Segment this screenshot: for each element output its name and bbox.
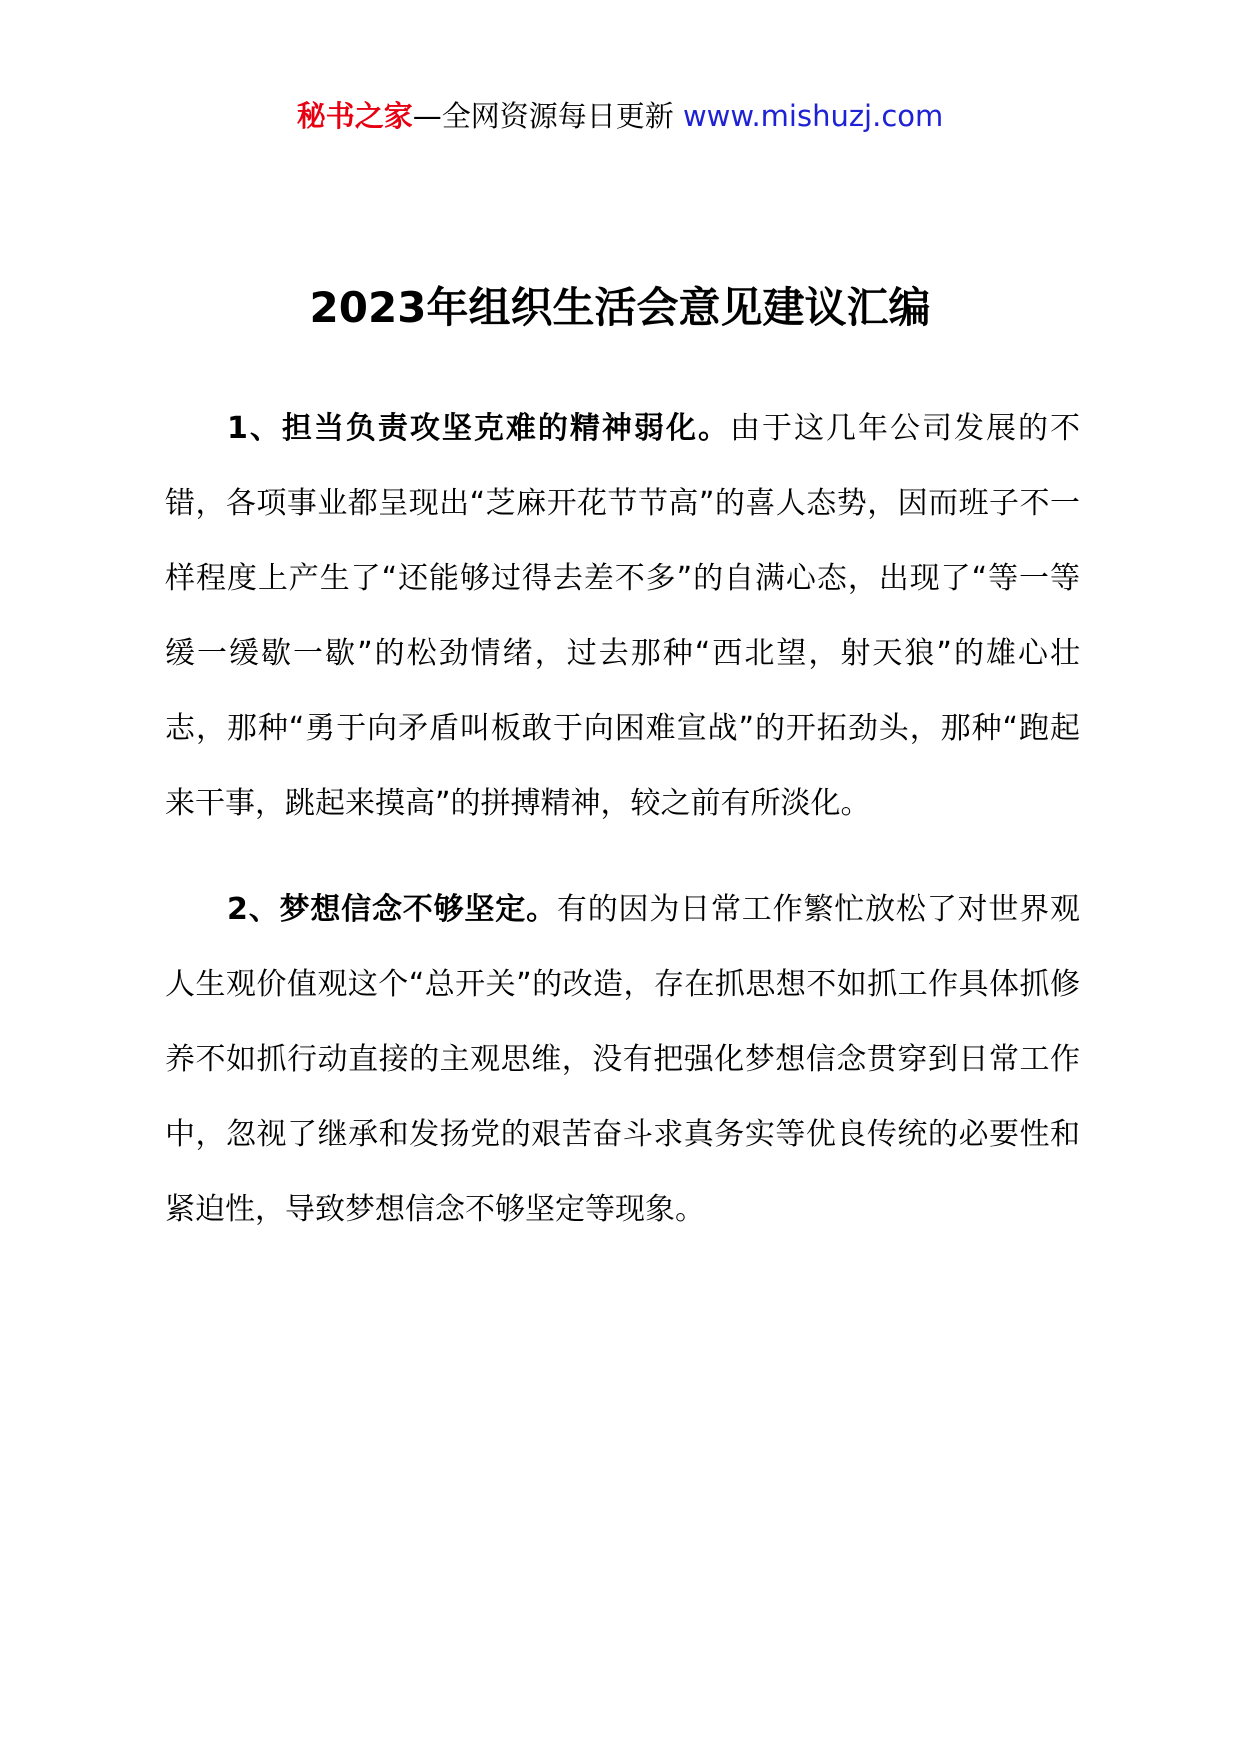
website-link[interactable]: www.mishuzj.com — [682, 99, 944, 133]
header-tagline: —全网资源每日更新 — [412, 99, 674, 133]
paragraph-1 — [165, 391, 1080, 841]
brand-name: 秘书之家 — [296, 99, 413, 133]
paragraph-2-text: 有的因为日常工作繁忙放松了对世界观人生观价值观这个“总开关”的改造，存在抓思想不如抓工作具体抓修养不如抓行动直接的主观思维，没有把强化梦想信念贯穿到日常工作中，忽视了继承和发扬党的艰苦奋斗求真务实等优良传统的必要性和紧迫性，导致梦想信念不够坚定等现象。 — [165, 892, 1081, 1227]
paragraph-2 — [165, 872, 1080, 1247]
paragraph-1-heading: 1、担当负责攻坚克难的精神弱化。 — [227, 411, 730, 446]
paragraph-1-text: 由于这几年公司发展的不错，各项事业都呈现出“芝麻开花节节高”的喜人态势，因而班子不一样程度上产生了“还能够过得去差不多”的自满心态，出现了“等一等缓一缓歇一歇”的松劲情绪，过去那种“西北望，射天狼”的雄心壮志，那种“勇于向矛盾叫板敢于向困难宣战”的开拓劲头，那种“跑起来干事，跳起来摸高”的拼搏精神，较之前有所淡化。 — [165, 411, 1081, 821]
page-header — [0, 96, 1240, 136]
paragraph-2-heading: 2、梦想信念不够坚定。 — [227, 892, 557, 927]
document-body — [165, 391, 1080, 1247]
document-title: 2023年组织生活会意见建议汇编 — [309, 283, 931, 332]
